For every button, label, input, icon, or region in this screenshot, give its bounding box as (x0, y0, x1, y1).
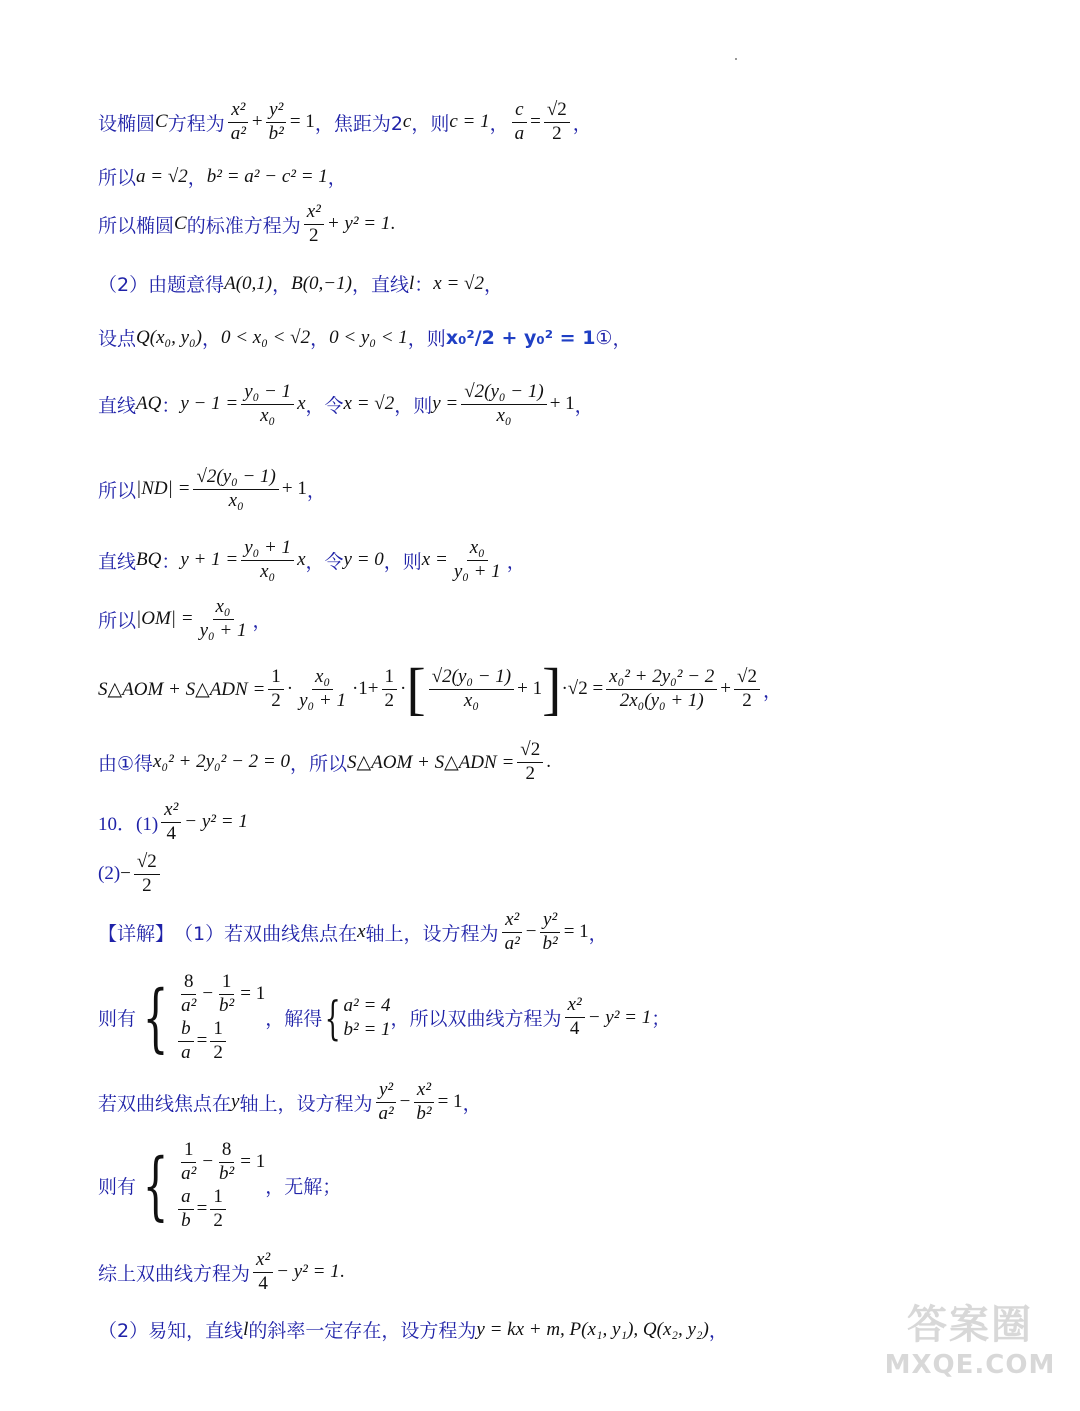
math: y = kx + m, P(x₁, y₁), Q(x₂, y₂) (476, 1318, 709, 1340)
watermark-url: MXQE.COM (884, 1349, 1056, 1380)
text: 所以 (98, 609, 137, 632)
line-q10-ans2: (2) − $\frac{√2}{2}$ (98, 852, 163, 897)
detail-tag: 【详解】 (98, 922, 175, 945)
fraction: $\frac{\text{√2(y₀ − 1)}}{\text{x₀}}$ (429, 667, 514, 712)
line-AQ: 直线 AQ ： y − 1 = $\frac{\text{y₀ − 1}}{\text{x₀}}$ x ，令 x = √2 ，则 y = $\frac{\text{√2(y₀ − 1)}}{\text{x₀}}$ + 1 ， (98, 381, 594, 426)
line-conclusion-area: 由①得 x₀² + 2y₀² − 2 = 0 ，所以 S△AOM + S△ADN = $\frac{√2}{2}$ . (98, 739, 551, 784)
punct: ， (272, 274, 292, 296)
text: （2）易知，直线 (98, 1320, 244, 1342)
line-ellipse-setup (98, 100, 592, 145)
math-var: l (408, 272, 415, 294)
line-point-Q (98, 324, 631, 351)
fraction: $\frac{\text{y²}}{\text{a²}}$ (375, 1080, 396, 1125)
punct: ， (462, 1092, 482, 1115)
text: 所以 (98, 479, 137, 502)
math: x = √2 (433, 272, 484, 294)
solution-system: { a² = 4 b² = 1 (324, 990, 391, 1045)
math-var: C (174, 213, 187, 235)
text: （1）若双曲线焦点在 (174, 922, 358, 945)
math: + 1 (549, 393, 575, 415)
math-var: x (297, 393, 306, 415)
text: ，解得 (265, 1008, 323, 1031)
op: = 1 (289, 111, 315, 133)
text: ，则 (383, 550, 422, 573)
line-a-b (98, 163, 347, 190)
math: 0 < x₀ < √2 (220, 326, 311, 348)
math: S△AOM + S△ADN = (347, 751, 515, 773)
text: ，令 (305, 394, 344, 417)
fraction: $\frac{\text{y₀ − 1}}{\text{x₀}}$ (241, 382, 294, 427)
text: ，则 (394, 394, 433, 417)
text: 的标准方程为 (186, 214, 301, 237)
punct: ， (612, 328, 632, 350)
fraction: $\frac{\text{y²}}{\text{b²}}$ (266, 100, 287, 145)
math: y = 0 (343, 549, 384, 571)
math: a = √2 (136, 165, 188, 187)
math: |ND| = (136, 478, 191, 500)
fraction: $\frac{\text{x₀}}{\text{y₀ + 1}}$ (453, 537, 501, 582)
math-bold: x₀²/2 + y₀² = 1 (445, 326, 596, 349)
punct: ， (201, 328, 221, 350)
fraction: $\frac{\text{x₀² + 2y₀² − 2}}{\text{2x₀(y₀ + 1)}}$ (606, 667, 717, 712)
fraction: $\frac{c}{a}$ (512, 100, 528, 145)
math: x₀² + 2y₀² − 2 = 0 (153, 751, 290, 773)
math: y = (432, 393, 459, 415)
math: + 1 (281, 478, 307, 500)
math: 0 < y₀ < 1 (329, 326, 408, 348)
speck (735, 58, 737, 60)
line-part2-points: （2）由题意得 A(0,1) ， B(0,−1) ，直线 l ： x = √2 ， (98, 270, 503, 297)
text: 由①得 (98, 752, 154, 775)
math-var: c (402, 111, 412, 133)
text: 设点 (98, 328, 137, 350)
math-var: x (357, 921, 366, 943)
punct: ， (572, 112, 592, 135)
line-BQ: 直线 BQ ： y + 1 = $\frac{\text{y₀ + 1}}{\text{x₀}}$ x ，令 y = 0 ，则 x = $\frac{\text{x₀}}{\text{y₀ + 1}}$ ， (98, 537, 526, 582)
fraction: $\frac{\text{x²}}{4}$ (253, 1250, 273, 1295)
text: 方程为 (167, 112, 225, 135)
system-of-equations: { $\frac{1}{\text{a²}}$ − $\frac{8}{\text{b²}}$ = 1 $\frac{a}{b}$ = $\frac{1}{2}$ (142, 1139, 266, 1231)
math: AQ (136, 393, 162, 415)
math: |OM| = (136, 608, 194, 630)
line-standard-eq (98, 202, 395, 247)
math: b² = a² − c² = 1 (206, 165, 328, 187)
punct: ， (252, 609, 272, 632)
text: ，则 (407, 328, 446, 350)
fraction: $\frac{√2}{2}$ (734, 667, 760, 712)
math: A(0,1) (224, 272, 273, 294)
text: 综上双曲线方程为 (98, 1262, 251, 1285)
punct: ， (483, 274, 503, 296)
punct: ， (506, 550, 526, 573)
text: 直线 (98, 394, 137, 417)
text: 设椭圆 (98, 112, 156, 135)
fraction: $\frac{\text{y²}}{\text{b²}}$ (539, 910, 560, 955)
line-system-2 (98, 1140, 341, 1232)
fraction: $\frac{√2}{2}$ (544, 100, 570, 145)
fraction: $\frac{√2}{2}$ (134, 852, 160, 897)
math-var: C (155, 111, 168, 133)
math-var: x (297, 549, 306, 571)
line-ND (98, 467, 326, 512)
text: ，焦距为2 (314, 112, 403, 135)
line-part2-line (98, 1316, 728, 1343)
text: ，令 (305, 550, 344, 573)
system-of-equations: { $\frac{8}{\text{a²}}$ − $\frac{1}{\text{b²}}$ = 1 $\frac{b}{a}$ = $\frac{1}{2}$ (142, 971, 266, 1063)
text: 直线 (98, 550, 137, 573)
watermark-logo (880, 1291, 1060, 1381)
fraction: $\frac{\text{x²}}{\text{b²}}$ (413, 1080, 434, 1125)
math-var: y (231, 1091, 240, 1113)
text: 的斜率一定存在，设方程为 (248, 1320, 477, 1342)
answer-label: (2) (98, 863, 121, 885)
line-q10-ans1 (98, 800, 248, 845)
math: x = (421, 549, 448, 571)
text: 轴上，设方程为 (239, 1092, 373, 1115)
punct: ， (187, 167, 207, 189)
fraction: $\frac{\text{√2(y₀ − 1)}}{\text{x₀}}$ (461, 382, 546, 427)
math: y + 1 = (180, 549, 239, 571)
fraction: $\frac{\text{x₀}}{\text{y₀ + 1}}$ (299, 665, 346, 711)
punct: ， (306, 479, 326, 502)
math: BQ (136, 549, 162, 571)
fraction: $\frac{\text{x²}}{4}$ (565, 995, 585, 1040)
fraction: $\frac{\text{√2(y₀ − 1)}}{\text{x₀}}$ (193, 467, 278, 512)
math: x = √2 (343, 393, 395, 415)
line-area-sum: S△AOM + S△ADN = $\frac{1}{2}$ · $\frac{\text{x₀}}{\text{y₀ + 1}}$ ·1+ $\frac{1}{2}$ · [ $\frac{\text{√2(y₀ − 1)}}{\text{x₀}}$ + 1 ] ·√2 = $\frac{\text{x₀² + 2y₀² − 2}}{\text{2x₀(y₀ + 1)}}$ + $\frac{√2}{2}$ ， (98, 656, 782, 721)
text: ，则 (411, 112, 450, 135)
fraction: $\frac{1}{2}$ (268, 667, 284, 712)
fraction: $\frac{\text{x²}}{4}$ (161, 800, 181, 845)
text: ，无解； (265, 1176, 342, 1199)
fraction: $\frac{\text{x²}}{\text{a²}}$ (228, 100, 249, 145)
math: Q(x₀, y₀) (136, 326, 202, 348)
math: c = 1 (449, 111, 490, 133)
line-detail-1: 【详解】 （1）若双曲线焦点在 x 轴上，设方程为 $\frac{\text{x²}}{\text{a²}}$ − $\frac{\text{y²}}{\text{b²}}$ = 1 ， (98, 909, 608, 954)
fraction: $\frac{√2}{2}$ (517, 740, 543, 785)
punct: ， (489, 112, 509, 135)
math: S△AOM + S△ADN = (98, 678, 266, 700)
math: − y² = 1 (184, 811, 248, 833)
line-detail-y-axis: 若双曲线焦点在 y 轴上，设方程为 $\frac{\text{y²}}{\text{a²}}$ − $\frac{\text{x²}}{\text{b²}}$ = 1 ， (98, 1079, 482, 1124)
punct: ， (708, 1320, 728, 1342)
math: y − 1 = (180, 393, 239, 415)
text: ，所以 (289, 752, 347, 775)
circled-one: ① (595, 326, 613, 349)
line-summary: 综上双曲线方程为 $\frac{\text{x²}}{4}$ − y² = 1 . (98, 1249, 345, 1294)
text: 则有 (98, 1008, 137, 1031)
punct: ， (327, 167, 347, 189)
op: + (251, 111, 263, 133)
text: ，所以双曲线方程为 (390, 1008, 562, 1031)
line-system-1: 则有 { $\frac{8}{\text{a²}}$ − $\frac{1}{\text{b²}}$ = 1 $\frac{b}{a}$ = $\frac{1}{2}$ ，解得 { a² = 4 b² = 1 ，所以双曲线方程为 $\frac{\text{x²}}{4}$ − y² = 1 ； (98, 971, 671, 1063)
math-var: l (243, 1318, 249, 1340)
text: （2）由题意得 (98, 274, 225, 296)
math: + y² = 1 (326, 213, 391, 235)
text: 所以 (98, 167, 137, 189)
punct: ， (310, 328, 330, 350)
fraction: $\frac{\text{x₀}}{\text{y₀ + 1}}$ (199, 596, 247, 641)
line-OM (98, 597, 271, 642)
fraction: $\frac{\text{x²}}{2}$ (304, 202, 324, 247)
punct: ， (574, 394, 594, 417)
punct: ， (588, 922, 608, 945)
text: 轴上，设方程为 (365, 922, 499, 945)
text: 若双曲线焦点在 (98, 1092, 232, 1115)
watermark-text: 答案圈 (907, 1301, 1033, 1348)
question-number: 10．(1) (98, 813, 159, 835)
fraction: $\frac{\text{x²}}{\text{a²}}$ (502, 910, 523, 955)
math: B(0,−1) (291, 272, 352, 294)
text: ，直线 (351, 274, 409, 296)
punct: . (390, 213, 396, 235)
fraction: $\frac{1}{2}$ (382, 667, 398, 712)
text: 所以椭圆 (98, 214, 175, 237)
op: = (530, 111, 541, 133)
text: 则有 (98, 1176, 137, 1199)
punct: ， (762, 679, 782, 702)
fraction: $\frac{\text{y₀ + 1}}{\text{x₀}}$ (241, 538, 294, 583)
